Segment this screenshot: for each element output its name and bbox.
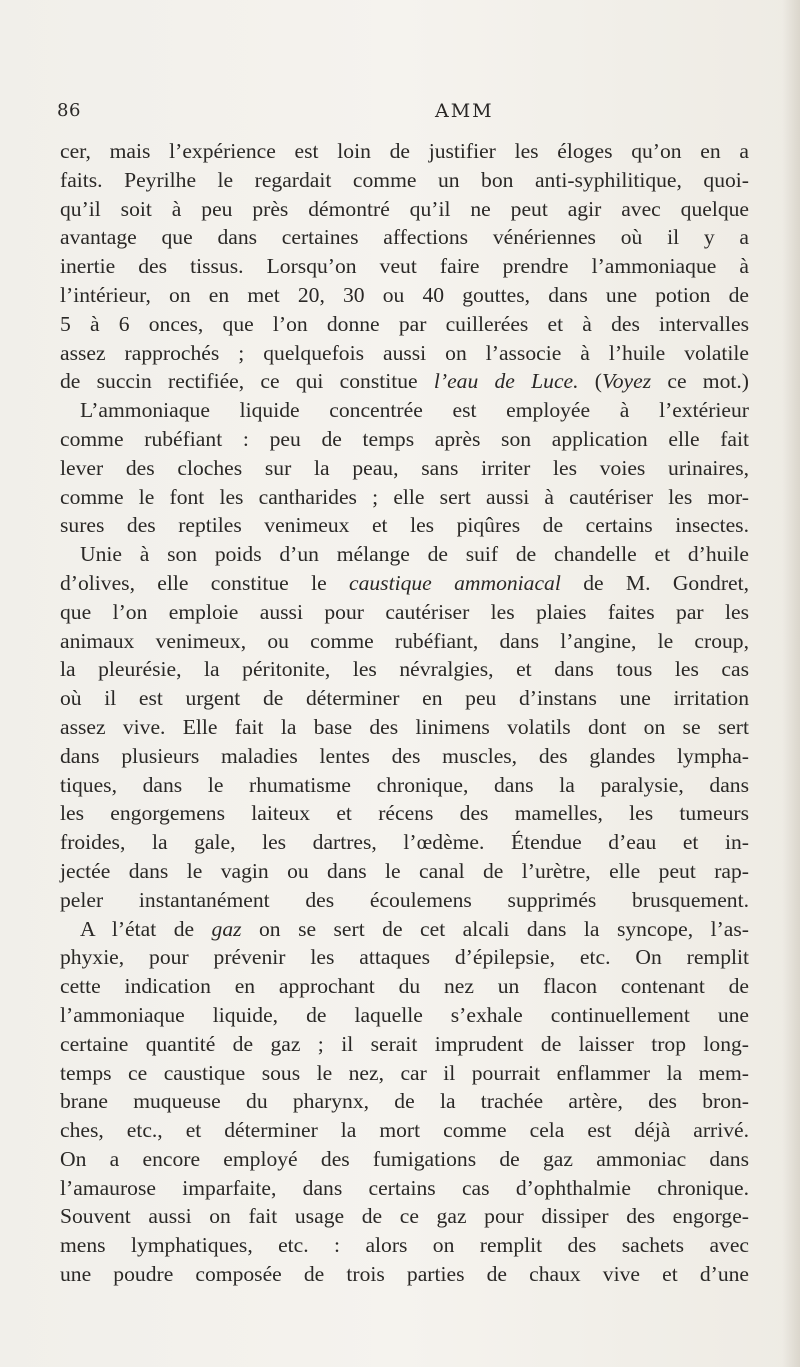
page-edge-shadow xyxy=(782,0,800,1367)
text-line: dans plusieurs maladies lentes des muscles, des glandes lympha- xyxy=(60,743,749,768)
text-line xyxy=(60,915,749,944)
text-line: Souvent aussi on fait usage de ce gaz pour dissiper des engorge- xyxy=(60,1204,749,1229)
text-line: assez rapprochés ; quelquefois aussi on l’associe à l’huile volatile xyxy=(60,340,749,365)
text-line: jectée dans le vagin ou dans le canal de l’urètre, elle peut rap- xyxy=(60,858,749,883)
text-line: L’ammoniaque liquide concentrée est employée à l’extérieur xyxy=(80,398,749,423)
text-line: 5 à 6 onces, que l’on donne par cuillerées et à des intervalles xyxy=(60,311,749,336)
italic-text: caustique ammoniacal xyxy=(349,570,561,595)
text-segment: de M. Gondret, xyxy=(560,570,749,595)
text-segment: de succin rectifiée, ce qui constitue xyxy=(60,369,434,394)
text-line: assez vive. Elle fait la base des linimens volatils dont on se sert xyxy=(60,714,749,739)
text-line: certaine quantité de gaz ; il serait imprudent de laisser trop long- xyxy=(60,1031,749,1056)
text-line: l’amaurose imparfaite, dans certains cas d’ophthalmie chronique. xyxy=(60,1175,749,1200)
text-line: une poudre composée de trois parties de chaux vive et d’une xyxy=(60,1262,749,1287)
text-line: l’intérieur, on en met 20, 30 ou 40 gouttes, dans une potion de xyxy=(60,282,749,307)
text-line: que l’on emploie aussi pour cautériser les plaies faites par les xyxy=(60,599,749,624)
text-segment: ce mot.) xyxy=(651,369,749,394)
running-head: AMM xyxy=(435,100,494,122)
text-line: mens lymphatiques, etc. : alors on remplit des sachets avec xyxy=(60,1233,749,1258)
text-line: la pleurésie, la péritonite, les névralgies, et dans tous les cas xyxy=(60,657,749,682)
text-line: tiques, dans le rhumatisme chronique, dans la paralysie, dans xyxy=(60,772,749,797)
text-segment: ( xyxy=(578,369,602,394)
text-line: peler instantanément des écoulemens supprimés brusquement. xyxy=(60,887,749,912)
text-line: où il est urgent de déterminer en peu d’instans une irritation xyxy=(60,686,749,711)
text-line: froides, la gale, les dartres, l’œdème. Étendue d’eau et in- xyxy=(60,830,749,855)
text-line: Unie à son poids d’un mélange de suif de chandelle et d’huile xyxy=(80,542,749,567)
page-header xyxy=(57,100,747,130)
italic-text: gaz xyxy=(211,916,242,941)
text-line: On a encore employé des fumigations de gaz ammoniac dans xyxy=(60,1146,749,1171)
body-text xyxy=(60,137,749,1289)
text-line: ches, etc., et déterminer la mort comme cela est déjà arrivé. xyxy=(60,1118,749,1143)
page-number: 86 xyxy=(57,100,81,121)
text-line: temps ce caustique sous le nez, car il pourrait enflammer la mem- xyxy=(60,1060,749,1085)
text-line: animaux venimeux, ou comme rubéfiant, dans l’angine, le croup, xyxy=(60,628,749,653)
text-segment: on se sert de cet alcali dans la syncope, l’as- xyxy=(241,916,749,941)
text-line: lever des cloches sur la peau, sans irriter les voies urinaires, xyxy=(60,455,749,480)
text-line: brane muqueuse du pharynx, de la trachée artère, des bron- xyxy=(60,1089,749,1114)
italic-text: l’eau de Luce. xyxy=(433,369,579,394)
text-line: sures des reptiles venimeux et les piqûres de certains insectes. xyxy=(60,513,749,538)
text-line: comme le font les cantharides ; elle sert aussi à cautériser les mor- xyxy=(60,484,749,509)
italic-text: Voyez xyxy=(601,369,652,394)
text-line: faits. Peyrilhe le regardait comme un bon anti-syphilitique, quoi- xyxy=(60,167,749,192)
text-line: inertie des tissus. Lorsqu’on veut faire prendre l’ammoniaque à xyxy=(60,254,749,279)
text-line: cette indication en approchant du nez un flacon contenant de xyxy=(60,974,749,999)
text-line xyxy=(60,367,749,396)
text-segment: A l’état de xyxy=(80,916,212,941)
text-segment: d’olives, elle constitue le xyxy=(60,570,349,595)
text-line: qu’il soit à peu près démontré qu’il ne peut agir avec quelque xyxy=(60,196,749,221)
text-line: cer, mais l’expérience est loin de justifier les éloges qu’on en a xyxy=(60,139,749,163)
text-line: l’ammoniaque liquide, de laquelle s’exhale continuellement une xyxy=(60,1002,749,1027)
text-line: phyxie, pour prévenir les attaques d’épilepsie, etc. On remplit xyxy=(60,945,749,970)
text-line: comme rubéfiant : peu de temps après son application elle fait xyxy=(60,426,749,451)
text-line: avantage que dans certaines affections vénériennes où il y a xyxy=(60,225,749,250)
text-line: les engorgemens laiteux et récens des mamelles, les tumeurs xyxy=(60,801,749,826)
text-line xyxy=(60,569,749,598)
